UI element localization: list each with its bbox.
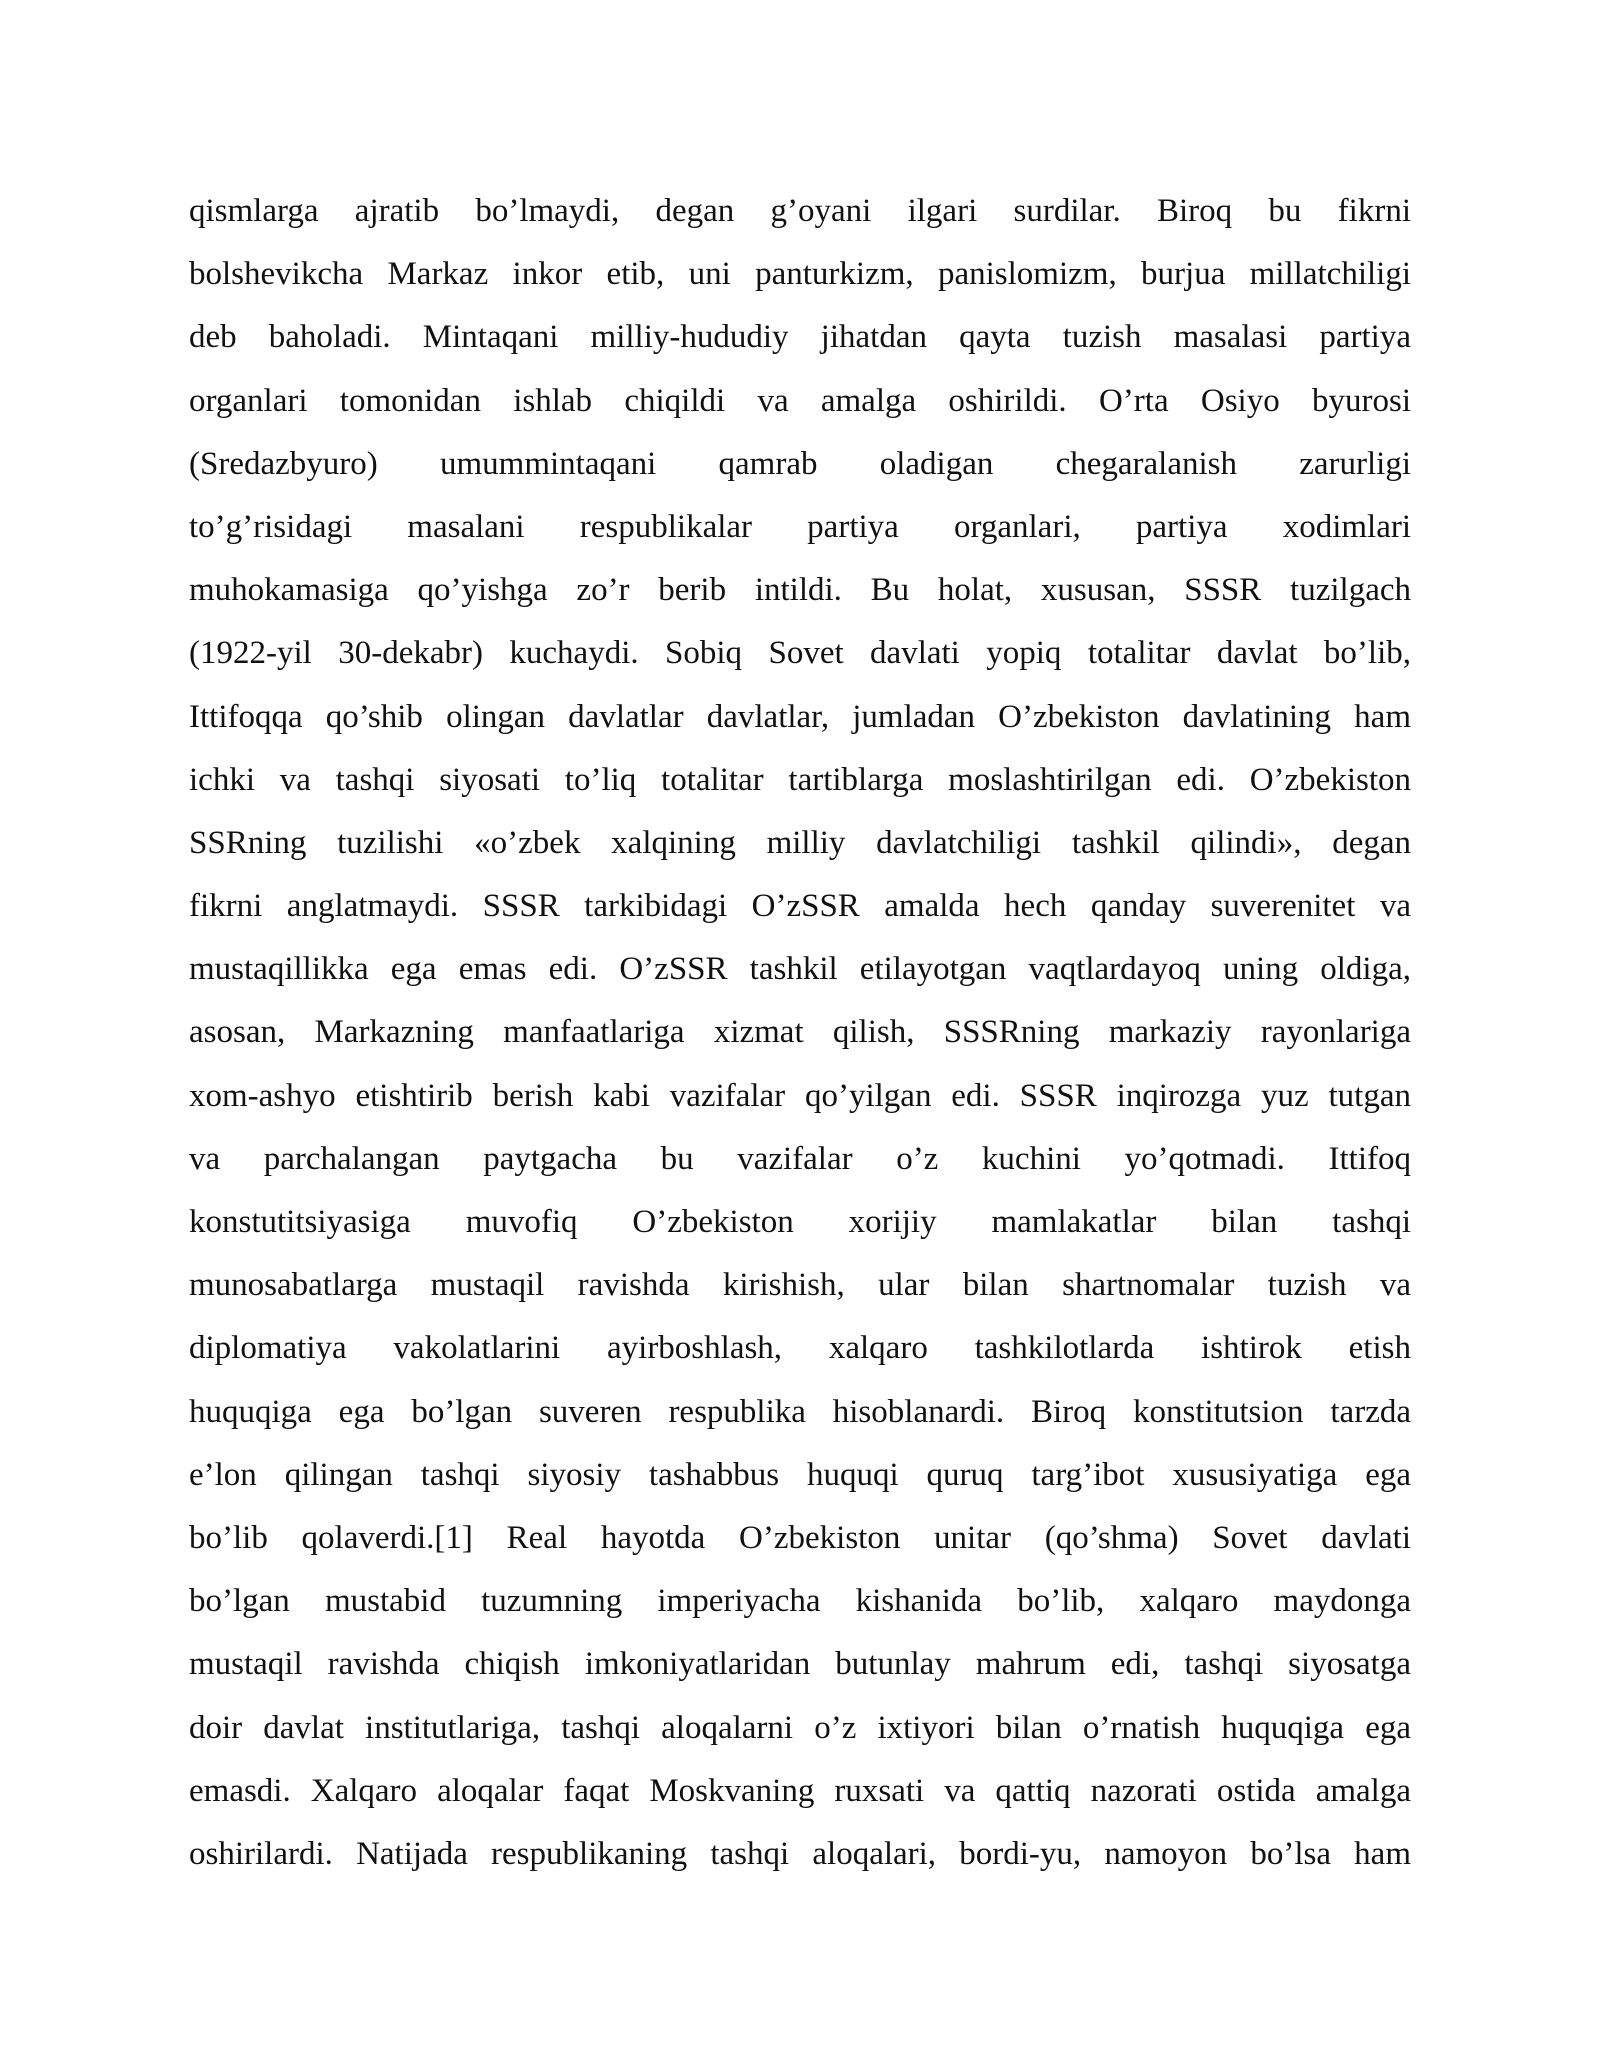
text-line: huquqiga ega bo’lgan suveren respublika hisoblanardi. Biroq konstitutsion tarzda <box>189 1393 1411 1430</box>
text-line: e’lon qilingan tashqi siyosiy tashabbus huquqi quruq targ’ibot xususiyatiga ega <box>189 1456 1411 1493</box>
text-line: va parchalangan paytgacha bu vazifalar o’z kuchini yo’qotmadi. Ittifoq <box>189 1140 1411 1177</box>
text-line: oshirilardi. Natijada respublikaning tashqi aloqalari, bordi-yu, namoyon bo’lsa ham <box>189 1835 1411 1872</box>
body-paragraph <box>189 180 1411 1886</box>
text-line: qismlarga ajratib bo’lmaydi, degan g’oyani ilgari surdilar. Biroq bu fikrni <box>189 193 1411 229</box>
text-line: organlari tomonidan ishlab chiqildi va amalga oshirildi. O’rta Osiyo byurosi <box>189 382 1411 419</box>
text-line: bolshevikcha Markaz inkor etib, uni panturkizm, panislomizm, burjua millatchiligi <box>189 256 1411 293</box>
text-line: to’g’risidagi masalani respublikalar partiya organlari, partiya xodimlari <box>189 508 1411 545</box>
text-line: mustaqil ravishda chiqish imkoniyatlaridan butunlay mahrum edi, tashqi siyosatga <box>189 1646 1411 1683</box>
text-line: asosan, Markazning manfaatlariga xizmat qilish, SSSRning markaziy rayonlariga <box>189 1014 1411 1051</box>
text-line: fikrni anglatmaydi. SSSR tarkibidagi O’zSSR amalda hech qanday suverenitet va <box>189 888 1411 925</box>
text-line: bo’lib qolaverdi.[1] Real hayotda O’zbekiston unitar (qo’shma) Sovet davlati <box>189 1519 1411 1556</box>
text-line: Ittifoqqa qo’shib olingan davlatlar davlatlar, jumladan O’zbekiston davlatining ham <box>189 698 1411 735</box>
text-line: deb baholadi. Mintaqani milliy-hududiy jihatdan qayta tuzish masalasi partiya <box>189 319 1411 356</box>
text-line: munosabatlarga mustaqil ravishda kirishish, ular bilan shartnomalar tuzish va <box>189 1267 1411 1304</box>
text-line: konstutitsiyasiga muvofiq O’zbekiston xorijiy mamlakatlar bilan tashqi <box>189 1204 1411 1240</box>
text-line: emasdi. Xalqaro aloqalar faqat Moskvaning ruxsati va qattiq nazorati ostida amalga <box>189 1772 1411 1809</box>
text-line: mustaqillikka ega emas edi. O’zSSR tashkil etilayotgan vaqtlardayoq uning oldiga, <box>189 951 1411 988</box>
text-line: diplomatiya vakolatlarini ayirboshlash, xalqaro tashkilotlarda ishtirok etish <box>189 1330 1411 1367</box>
text-line: ichki va tashqi siyosati to’liq totalitar tartiblarga moslashtirilgan edi. O’zbekiston <box>189 761 1411 798</box>
text-line: xom-ashyo etishtirib berish kabi vazifalar qo’yilgan edi. SSSR inqirozga yuz tutgan <box>189 1077 1411 1114</box>
text-line: muhokamasiga qo’yishga zo’r berib intildi. Bu holat, xususan, SSSR tuzilgach <box>189 572 1411 609</box>
text-line: (Sredazbyuro) umummintaqani qamrab oladigan chegaralanish zarurligi <box>189 445 1411 482</box>
text-line: bo’lgan mustabid tuzumning imperiyacha kishanida bo’lib, xalqaro maydonga <box>189 1583 1411 1620</box>
text-line: (1922-yil 30-dekabr) kuchaydi. Sobiq Sovet davlati yopiq totalitar davlat bo’lib, <box>189 635 1411 672</box>
text-line: SSRning tuzilishi «o’zbek xalqining milliy davlatchiligi tashkil qilindi», degan <box>189 824 1411 861</box>
text-line: doir davlat institutlariga, tashqi aloqalarni o’z ixtiyori bilan o’rnatish huquqiga ega <box>189 1709 1411 1746</box>
